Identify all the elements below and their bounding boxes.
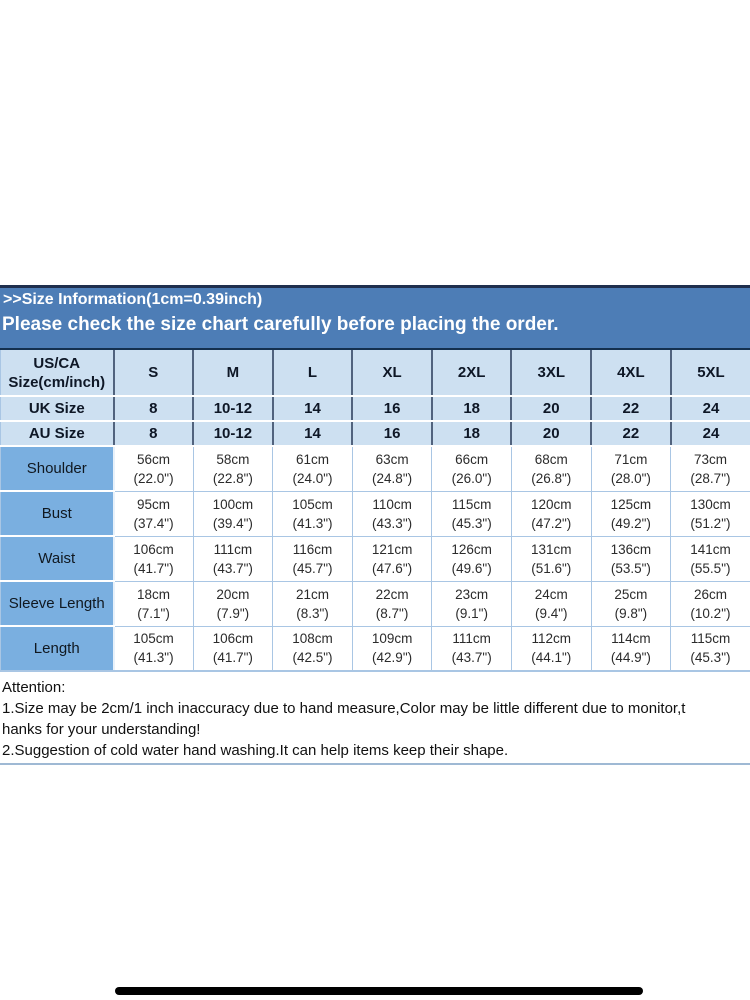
size-info-title: >>Size Information(1cm=0.39inch) xyxy=(3,291,263,308)
bust-row xyxy=(1,491,750,536)
size-column-header: L xyxy=(273,349,353,396)
measurement-label: Bust xyxy=(1,491,114,536)
au-size-label: AU Size xyxy=(1,421,114,446)
measurement-cell: 56cm (22.0") xyxy=(114,446,194,491)
measurement-label: Length xyxy=(1,626,114,671)
au-size-value: 8 xyxy=(114,421,194,446)
measurement-cell: 25cm (9.8") xyxy=(591,581,671,626)
measurement-cell: 18cm (7.1") xyxy=(114,581,194,626)
attention-note-line: 2.Suggestion of cold water hand washing.It can help items keep their shape. xyxy=(2,742,509,759)
measurement-cell: 21cm (8.3") xyxy=(273,581,353,626)
uk-size-value: 24 xyxy=(671,396,750,421)
measurement-cell: 131cm (51.6") xyxy=(511,536,591,581)
attention-title: Attention: xyxy=(2,679,66,696)
au-size-value: 22 xyxy=(591,421,671,446)
measurement-cell: 115cm (45.3") xyxy=(432,491,512,536)
measurement-cell: 23cm (9.1") xyxy=(432,581,512,626)
measurement-label: Waist xyxy=(1,536,114,581)
measurement-cell: 61cm (24.0") xyxy=(273,446,353,491)
measurement-cell: 126cm (49.6") xyxy=(432,536,512,581)
measurement-cell: 26cm (10.2") xyxy=(671,581,750,626)
measurement-cell: 105cm (41.3") xyxy=(273,491,353,536)
measurement-cell: 110cm (43.3") xyxy=(352,491,432,536)
size-column-header: M xyxy=(193,349,273,396)
measurement-cell: 111cm (43.7") xyxy=(193,536,273,581)
shoulder-row xyxy=(1,446,750,491)
measurement-cell: 95cm (37.4") xyxy=(114,491,194,536)
measurement-cell: 136cm (53.5") xyxy=(591,536,671,581)
bottom-divider-line xyxy=(0,763,750,765)
au-size-value: 24 xyxy=(671,421,750,446)
measurement-cell: 58cm (22.8") xyxy=(193,446,273,491)
measurement-cell: 112cm (44.1") xyxy=(511,626,591,671)
uk-size-value: 22 xyxy=(591,396,671,421)
measurement-cell: 66cm (26.0") xyxy=(432,446,512,491)
measurement-label: Sleeve Length xyxy=(1,581,114,626)
uk-size-value: 10-12 xyxy=(193,396,273,421)
measurement-cell: 22cm (8.7") xyxy=(352,581,432,626)
uk-size-value: 20 xyxy=(511,396,591,421)
measurement-cell: 114cm (44.9") xyxy=(591,626,671,671)
length-row xyxy=(1,626,750,671)
au-size-value: 20 xyxy=(511,421,591,446)
measurement-cell: 111cm (43.7") xyxy=(432,626,512,671)
measurement-cell: 105cm (41.3") xyxy=(114,626,194,671)
size-info-banner xyxy=(0,285,750,348)
measurement-cell: 116cm (45.7") xyxy=(273,536,353,581)
measurement-cell: 130cm (51.2") xyxy=(671,491,750,536)
size-table xyxy=(0,348,750,672)
measurement-cell: 108cm (42.5") xyxy=(273,626,353,671)
au-size-value: 14 xyxy=(273,421,353,446)
size-column-header: 3XL xyxy=(511,349,591,396)
measurement-cell: 109cm (42.9") xyxy=(352,626,432,671)
sleeve-length-row xyxy=(1,581,750,626)
bottom-black-bar xyxy=(115,987,643,995)
measurement-cell: 68cm (26.8") xyxy=(511,446,591,491)
size-column-header: XL xyxy=(352,349,432,396)
measurement-cell: 120cm (47.2") xyxy=(511,491,591,536)
measurement-label: Shoulder xyxy=(1,446,114,491)
au-size-value: 16 xyxy=(352,421,432,446)
size-column-header: S xyxy=(114,349,194,396)
uk-size-label: UK Size xyxy=(1,396,114,421)
size-column-header: 2XL xyxy=(432,349,512,396)
measurement-cell: 141cm (55.5") xyxy=(671,536,750,581)
uk-size-value: 14 xyxy=(273,396,353,421)
table-corner-cell: US/CA Size(cm/inch) xyxy=(1,349,114,396)
size-header-row xyxy=(1,349,750,396)
size-column-header: 5XL xyxy=(671,349,750,396)
size-column-header: 4XL xyxy=(591,349,671,396)
measurement-cell: 121cm (47.6") xyxy=(352,536,432,581)
attention-note-line: hanks for your understanding! xyxy=(2,721,201,738)
attention-note-line: 1.Size may be 2cm/1 inch inaccuracy due to hand measure,Color may be little different due to monitor,t xyxy=(2,700,686,717)
attention-notes xyxy=(2,677,750,761)
measurement-cell: 100cm (39.4") xyxy=(193,491,273,536)
uk-size-value: 18 xyxy=(432,396,512,421)
uk-size-row xyxy=(1,396,750,421)
measurement-cell: 73cm (28.7") xyxy=(671,446,750,491)
size-chart-warning: Please check the size chart carefully before placing the order. xyxy=(2,314,559,335)
measurement-cell: 63cm (24.8") xyxy=(352,446,432,491)
uk-size-value: 16 xyxy=(352,396,432,421)
measurement-cell: 71cm (28.0") xyxy=(591,446,671,491)
measurement-cell: 125cm (49.2") xyxy=(591,491,671,536)
measurement-cell: 115cm (45.3") xyxy=(671,626,750,671)
uk-size-value: 8 xyxy=(114,396,194,421)
au-size-row xyxy=(1,421,750,446)
waist-row xyxy=(1,536,750,581)
measurement-cell: 20cm (7.9") xyxy=(193,581,273,626)
au-size-value: 10-12 xyxy=(193,421,273,446)
au-size-value: 18 xyxy=(432,421,512,446)
measurement-cell: 24cm (9.4") xyxy=(511,581,591,626)
measurement-cell: 106cm (41.7") xyxy=(114,536,194,581)
measurement-cell: 106cm (41.7") xyxy=(193,626,273,671)
